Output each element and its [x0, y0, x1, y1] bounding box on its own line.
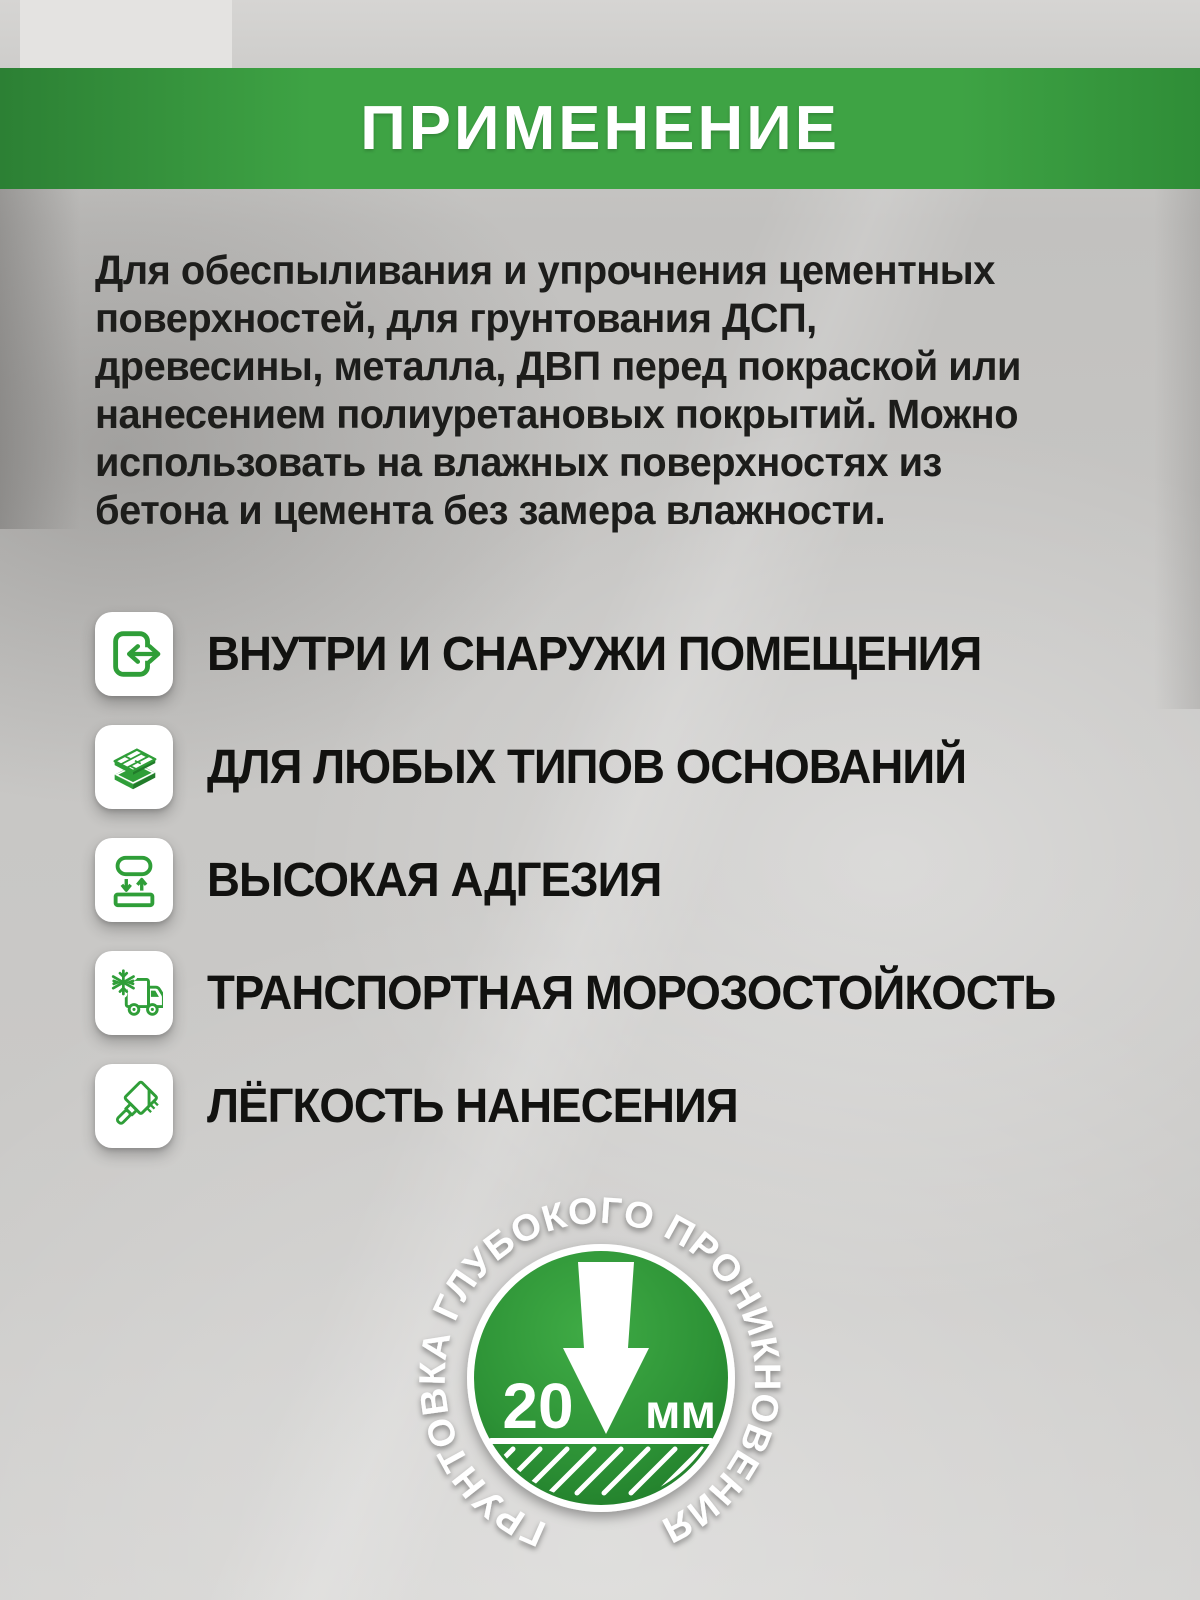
badge-ring-text-path: ГРУНТОВКА ГЛУБОКОГО ПРОНИКНОВЕНИЯ: [411, 1189, 789, 1555]
description-paragraph: [95, 246, 1104, 534]
background-shadow-left: [0, 189, 80, 529]
frost-truck-icon: [95, 951, 173, 1035]
depth-badge: [381, 1158, 821, 1600]
badge-unit: мм: [645, 1386, 717, 1439]
description-line: нанесением полиуретановых покрытий. Можно: [95, 391, 1019, 437]
feature-list: [95, 612, 1155, 1177]
feature-label: ВНУТРИ И СНАРУЖИ ПОМЕЩЕНИЯ: [207, 627, 982, 681]
description-line: бетона и цемента без замера влажности.: [95, 487, 886, 533]
feature-label: ДЛЯ ЛЮБЫХ ТИПОВ ОСНОВАНИЙ: [207, 740, 967, 794]
adhesion-icon: [95, 838, 173, 922]
description-line: поверхностей, для грунтования ДСП,: [95, 295, 817, 341]
feature-row: [95, 1064, 1155, 1148]
feature-row: [95, 725, 1155, 809]
background-column: [20, 0, 232, 68]
description-line: использовать на влажных поверхностях из: [95, 439, 942, 485]
badge-value: 20: [502, 1370, 574, 1442]
description-line: Для обеспыливания и упрочнения цементных: [95, 247, 995, 293]
feature-label: ТРАНСПОРТНАЯ МОРОЗОСТОЙКОСТЬ: [207, 966, 1056, 1020]
description-line: древесины, металла, ДВП перед покраской или: [95, 343, 1021, 389]
brush-icon: [95, 1064, 173, 1148]
feature-row: [95, 612, 1155, 696]
feature-label: ВЫСОКАЯ АДГЕЗИЯ: [207, 853, 662, 907]
feature-row: [95, 838, 1155, 922]
any-substrate-icon: [95, 725, 173, 809]
indoor-outdoor-icon: [95, 612, 173, 696]
feature-row: [95, 951, 1155, 1035]
section-banner: [0, 68, 1200, 189]
background-shadow-right: [1154, 189, 1200, 709]
feature-label: ЛЁГКОСТЬ НАНЕСЕНИЯ: [207, 1079, 738, 1133]
section-title: ПРИМЕНЕНИЕ: [360, 94, 840, 163]
